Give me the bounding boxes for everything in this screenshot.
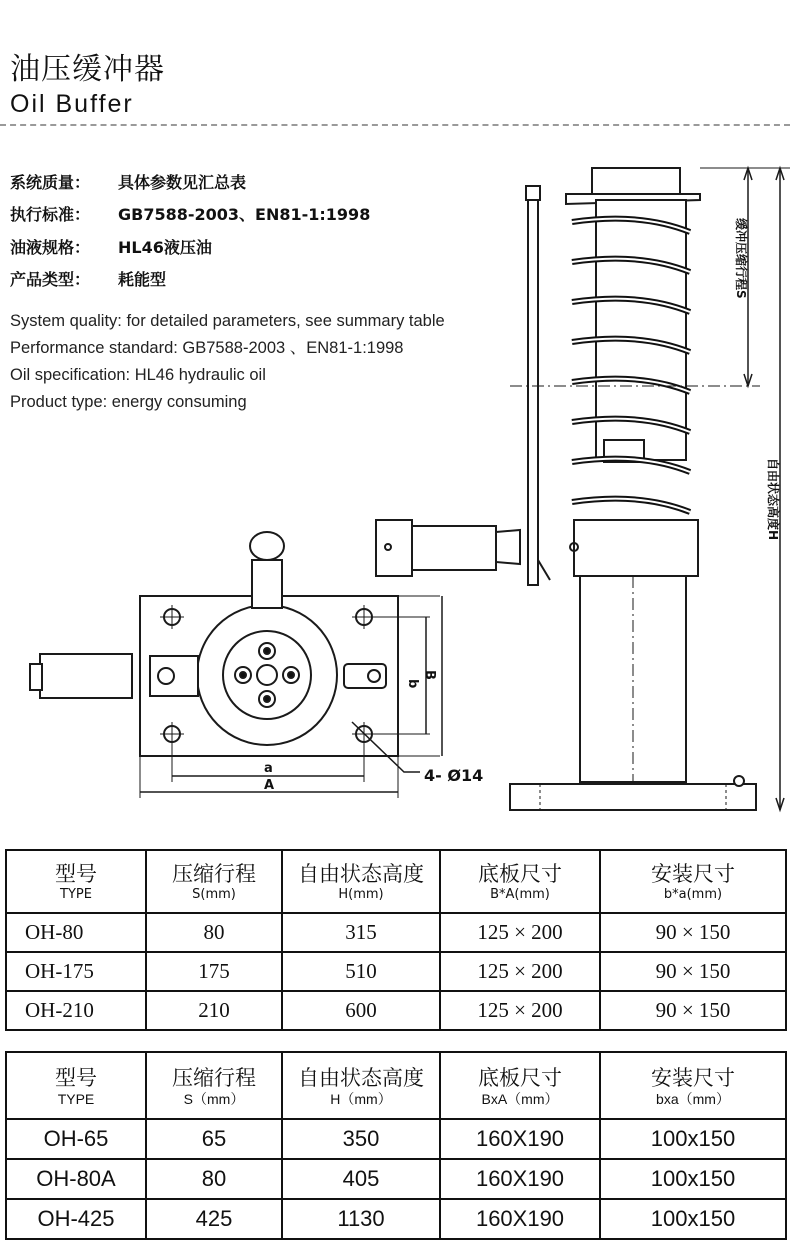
technical-drawing bbox=[0, 150, 790, 830]
cell-free-height: 600 bbox=[282, 991, 440, 1030]
table-row bbox=[6, 1159, 786, 1199]
spec-value: HL46液压油 bbox=[118, 237, 212, 257]
label-a-large: A bbox=[264, 778, 275, 793]
spec-label: 执行标准： bbox=[10, 205, 91, 225]
spec-label: 产品类型： bbox=[10, 270, 91, 290]
table-row bbox=[6, 1199, 786, 1239]
header-mount-size: 安装尺寸 b*a(mm) bbox=[600, 850, 786, 913]
header-type: 型号 TYPE bbox=[6, 850, 146, 913]
header-stroke: 压缩行程 S(mm) bbox=[146, 850, 282, 913]
table-header-row bbox=[6, 850, 786, 913]
cell-mount-size: 90 × 150 bbox=[600, 952, 786, 991]
label-b-large: B bbox=[422, 670, 437, 680]
spec-label: 系统质量： bbox=[10, 172, 91, 192]
header-mount-size: 安装尺寸 bxa（mm） bbox=[600, 1052, 786, 1119]
page-title-en: Oil Buffer bbox=[10, 90, 134, 118]
cell-base-size: 125 × 200 bbox=[440, 991, 600, 1030]
spec-value: 耗能型 bbox=[118, 270, 167, 290]
header-stroke: 压缩行程 S（mm） bbox=[146, 1052, 282, 1119]
cell-type: OH-65 bbox=[6, 1119, 146, 1159]
header-type: 型号 TYPE bbox=[6, 1052, 146, 1119]
side-view bbox=[376, 168, 790, 810]
cell-mount-size: 100x150 bbox=[600, 1159, 786, 1199]
table-row bbox=[6, 1119, 786, 1159]
label-holes: 4- Ø14 bbox=[424, 766, 484, 785]
cell-free-height: 1130 bbox=[282, 1199, 440, 1239]
cell-mount-size: 100x150 bbox=[600, 1119, 786, 1159]
spec-value: 具体参数见汇总表 bbox=[118, 172, 247, 192]
table-row bbox=[6, 952, 786, 991]
cell-type: OH-80A bbox=[6, 1159, 146, 1199]
label-b-small: b bbox=[405, 679, 420, 689]
spec-en-oil: Oil specification: HL46 hydraulic oil bbox=[10, 366, 266, 384]
page-title-cn: 油压缓冲器 bbox=[10, 52, 165, 87]
header-base-size: 底板尺寸 BxA（mm） bbox=[440, 1052, 600, 1119]
cell-type: OH-210 bbox=[6, 991, 146, 1030]
label-a-small: a bbox=[264, 761, 273, 776]
cell-stroke: 425 bbox=[146, 1199, 282, 1239]
cell-base-size: 160X190 bbox=[440, 1119, 600, 1159]
cell-stroke: 80 bbox=[146, 1159, 282, 1199]
label-free-height-h: 自由状态高度H bbox=[766, 458, 780, 541]
table-header-row bbox=[6, 1052, 786, 1119]
header-base-size: 底板尺寸 B*A(mm) bbox=[440, 850, 600, 913]
cell-stroke: 65 bbox=[146, 1119, 282, 1159]
table-row bbox=[6, 913, 786, 952]
spec-label: 油液规格： bbox=[10, 237, 91, 257]
table-row bbox=[6, 991, 786, 1030]
cell-free-height: 510 bbox=[282, 952, 440, 991]
label-stroke-s: 缓冲压缩行程S bbox=[734, 218, 748, 299]
cell-base-size: 160X190 bbox=[440, 1159, 600, 1199]
cell-type: OH-175 bbox=[6, 952, 146, 991]
cell-stroke: 175 bbox=[146, 952, 282, 991]
spec-value: GB7588-2003、EN81-1:1998 bbox=[118, 205, 371, 225]
cell-type: OH-80 bbox=[6, 913, 146, 952]
spec-en-type: Product type: energy consuming bbox=[10, 393, 247, 411]
cell-base-size: 160X190 bbox=[440, 1199, 600, 1239]
spec-en-standard: Performance standard: GB7588-2003 、EN81-1:1998 bbox=[10, 339, 404, 357]
cell-base-size: 125 × 200 bbox=[440, 913, 600, 952]
cell-base-size: 125 × 200 bbox=[440, 952, 600, 991]
spec-table-1 bbox=[5, 849, 787, 1031]
cell-free-height: 350 bbox=[282, 1119, 440, 1159]
header-free-height: 自由状态高度 H（mm） bbox=[282, 1052, 440, 1119]
cell-mount-size: 100x150 bbox=[600, 1199, 786, 1239]
cell-free-height: 405 bbox=[282, 1159, 440, 1199]
cell-stroke: 80 bbox=[146, 913, 282, 952]
spec-table-2 bbox=[5, 1051, 787, 1240]
cell-mount-size: 90 × 150 bbox=[600, 991, 786, 1030]
header-free-height: 自由状态高度 H(mm) bbox=[282, 850, 440, 913]
cell-stroke: 210 bbox=[146, 991, 282, 1030]
cell-free-height: 315 bbox=[282, 913, 440, 952]
cell-mount-size: 90 × 150 bbox=[600, 913, 786, 952]
cell-type: OH-425 bbox=[6, 1199, 146, 1239]
title-divider bbox=[0, 124, 790, 126]
spec-en-system-quality: System quality: for detailed parameters, see summary table bbox=[10, 312, 445, 330]
